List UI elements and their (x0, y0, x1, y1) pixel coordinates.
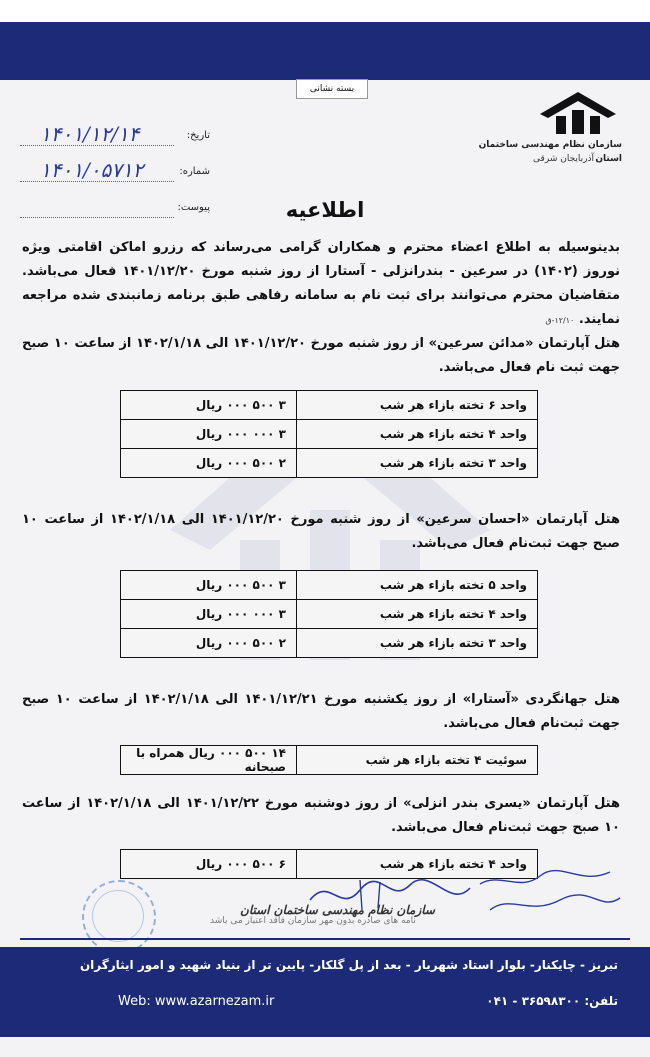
date-value: ۱۴۰۱/۱۲/۱۴ (40, 122, 140, 146)
price-cell: ۳ ۰۰۰ ۰۰۰ ریال (121, 600, 297, 629)
date-field (20, 122, 210, 148)
intro-annotation: ۱۲/۱۰-ق (545, 316, 575, 325)
unit-cell: واحد ۳ تخته بازاء هر شب (297, 449, 538, 478)
table-row (121, 746, 538, 775)
confidential-label: بسته نشانی (296, 79, 368, 99)
attachment-label: پیوست: (177, 202, 210, 213)
price-cell: ۱۴ ۵۰۰ ۰۰۰ ریال همراه با صبحانه (121, 746, 297, 775)
handwritten-note-icon (470, 862, 630, 922)
page-title: اطلاعیه (285, 198, 365, 222)
price-cell: ۶ ۵۰۰ ۰۰۰ ریال (121, 850, 297, 879)
organization-name: سازمان نظام مهندسی ساختمان استان (478, 140, 622, 164)
date-label: تاریخ: (186, 130, 210, 141)
price-cell: ۳ ۵۰۰ ۰۰۰ ریال (121, 391, 297, 420)
table-row (121, 420, 538, 449)
organization-province: آذربایجان شرقی (533, 154, 594, 164)
intro-text: بدینوسیله به اطلاع اعضاء محترم و همکاران گرامی می‌رساند که رزرو اماکن اقامتی ویژه نوروز (۱۴۰۲) در سرعین - بندرانزلی - آستارا از روز شنبه مورخ ۱۴۰۱/۱۲/۲۰ فعال می‌باشد. متقاضیان محترم می‌توانند برای ثبت نام به سامانه رفاهی طبق برنامه زمانبندی شده مراجعه نمایند. (22, 240, 620, 327)
section-heading: هتل آپارتمان «احسان سرعین» از روز شنبه مورخ ۱۴۰۱/۱۲/۲۰ الی ۱۴۰۲/۱/۱۸ از ساعت ۱۰ صبح جهت ثبت‌نام فعال می‌باشد. (22, 512, 621, 551)
intro-paragraph (22, 236, 620, 333)
unit-cell: واحد ۵ تخته بازاء هر شب (297, 571, 538, 600)
price-cell: ۲ ۵۰۰ ۰۰۰ ریال (121, 629, 297, 658)
footer-address: تبریز - چایکنار- بلوار استاد شهریار - بعد از پل گلکار- پایین تر از بنیاد شهید و امور ایثارگران (79, 958, 618, 972)
footer-phone: تلفن: ۳۶۵۹۸۳۰۰ - ۰۴۱ (486, 994, 618, 1008)
unit-cell: واحد ۴ تخته بازاء هر شب (297, 600, 538, 629)
footer-divider (20, 938, 630, 940)
price-cell: ۳ ۵۰۰ ۰۰۰ ریال (121, 571, 297, 600)
signature-organization: سازمان نظام مهندسی ساختمان استان (240, 903, 435, 917)
header-band (0, 22, 650, 80)
unit-cell: واحد ۴ تخته بازاء هر شب (297, 420, 538, 449)
table-row (121, 629, 538, 658)
section-heading: هتل آپارتمان «یسری بندر انزلی» از روز دوشنبه مورخ ۱۴۰۱/۱۲/۲۲ الی ۱۴۰۲/۱/۱۸ از ساعت ۱۰ صبح جهت ثبت‌نام فعال می‌باشد. (22, 796, 620, 835)
section-heading: هتل جهانگردی «آستارا» از روز یکشنبه مورخ ۱۴۰۱/۱۲/۲۱ الی ۱۴۰۲/۱/۱۸ از ساعت ۱۰ صبح جهت ثبت‌نام فعال می‌باشد. (22, 692, 620, 731)
unit-cell: واحد ۳ تخته بازاء هر شب (297, 629, 538, 658)
price-table (120, 745, 538, 775)
organization-logo-icon (534, 88, 622, 136)
price-table (120, 570, 538, 658)
unit-cell: سوئیت ۴ تخته بازاء هر شب (297, 746, 538, 775)
unit-cell: واحد ۶ تخته بازاء هر شب (297, 391, 538, 420)
seal-note: نامه های صادره بدون مهر سازمان فاقد اعتبار می باشد (210, 916, 416, 926)
table-row (121, 571, 538, 600)
number-field (20, 158, 210, 184)
price-table (120, 390, 538, 478)
table-row (121, 391, 538, 420)
section-heading: هتل آپارتمان «مدائن سرعین» از روز شنبه مورخ ۱۴۰۱/۱۲/۲۰ الی ۱۴۰۲/۱/۱۸ از ساعت ۱۰ صبح جهت ثبت نام فعال می‌باشد. (22, 336, 621, 375)
top-margin (0, 0, 650, 22)
unit-cell: واحد ۴ تخته بازاء هر شب (297, 850, 538, 879)
number-label: شماره: (179, 166, 210, 177)
price-cell: ۳ ۰۰۰ ۰۰۰ ریال (121, 420, 297, 449)
seal-stamp-inner (92, 890, 144, 942)
price-cell: ۲ ۵۰۰ ۰۰۰ ریال (121, 449, 297, 478)
footer-website[interactable]: Web: www.azarnezam.ir (118, 994, 275, 1009)
number-value: ۱۴۰۱/۰۵۷۱۲ (40, 158, 144, 182)
table-row (121, 600, 538, 629)
table-row (121, 449, 538, 478)
